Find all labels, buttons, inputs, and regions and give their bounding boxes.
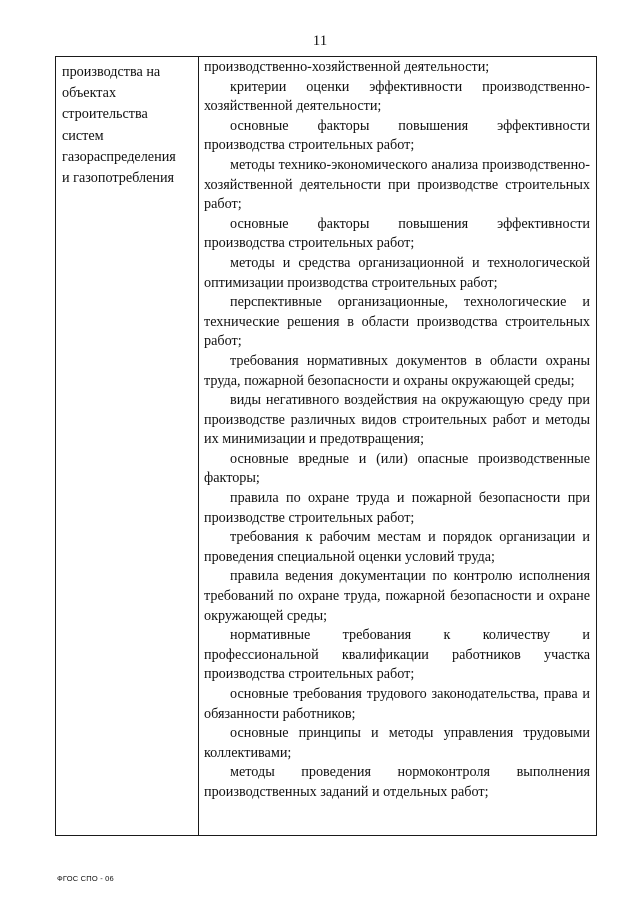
column-divider <box>198 57 199 835</box>
requirement-item: основные факторы повышения эффективности производства строительных работ; <box>204 215 590 252</box>
left-cell-line: производства на <box>62 64 161 80</box>
requirement-item: правила по охране труда и пожарной безопасности при производстве строительных работ; <box>204 490 590 526</box>
left-cell-line: систем <box>62 127 104 144</box>
left-cell-line: газораспределения <box>62 148 176 165</box>
requirement-item: перспективные организационные, технологические и технические решения в области производства строительных работ; <box>204 294 590 350</box>
requirement-item: правила ведения документации по контролю исполнения требований по охране труда, пожарной безопасности и охране окружающей среды; <box>204 568 590 624</box>
document-footer: ФГОС СПО - 06 <box>57 874 114 883</box>
left-cell-line: строительства <box>62 106 148 123</box>
requirement-item: основные факторы повышения эффективности производства строительных работ; <box>204 117 590 154</box>
requirement-item: основные требования трудового законодательства, права и обязанности работников; <box>204 686 590 722</box>
requirement-item: основные принципы и методы управления трудовыми коллективами; <box>204 725 590 761</box>
requirement-item: требования к рабочим местам и порядок организации и проведения специальной оценки условий труда; <box>204 529 590 565</box>
requirement-item: критерии оценки эффективности производственно-хозяйственной деятельности; <box>204 78 590 115</box>
left-cell-line: и газопотребления <box>62 170 175 187</box>
requirement-item: методы проведения нормоконтроля выполнения производственных заданий и отдельных работ; <box>204 764 590 800</box>
requirements-table <box>55 56 597 836</box>
requirement-item: основные вредные и (или) опасные производственные факторы; <box>204 450 590 487</box>
requirement-item: виды негативного воздействия на окружающую среду при производстве различных видов строительных работ и методы их минимизации и предотвращения; <box>204 392 590 448</box>
requirement-item: нормативные требования к количеству и профессиональной квалификации работников участка производства строительных работ; <box>204 627 590 683</box>
requirement-item: методы технико-экономического анализа производственно-хозяйственной деятельности при производстве строительных работ; <box>204 156 590 213</box>
table-right-cell <box>204 58 590 803</box>
requirement-item: требования нормативных документов в области охраны труда, пожарной безопасности и охраны окружающей среды; <box>204 352 590 389</box>
requirement-item: производственно-хозяйственной деятельности; <box>204 59 490 75</box>
left-cell-line: объектах <box>62 85 117 102</box>
page-number: 11 <box>312 33 328 49</box>
table-left-cell <box>62 62 192 189</box>
requirement-item: методы и средства организационной и технологической оптимизации производства строительных работ; <box>204 254 590 291</box>
